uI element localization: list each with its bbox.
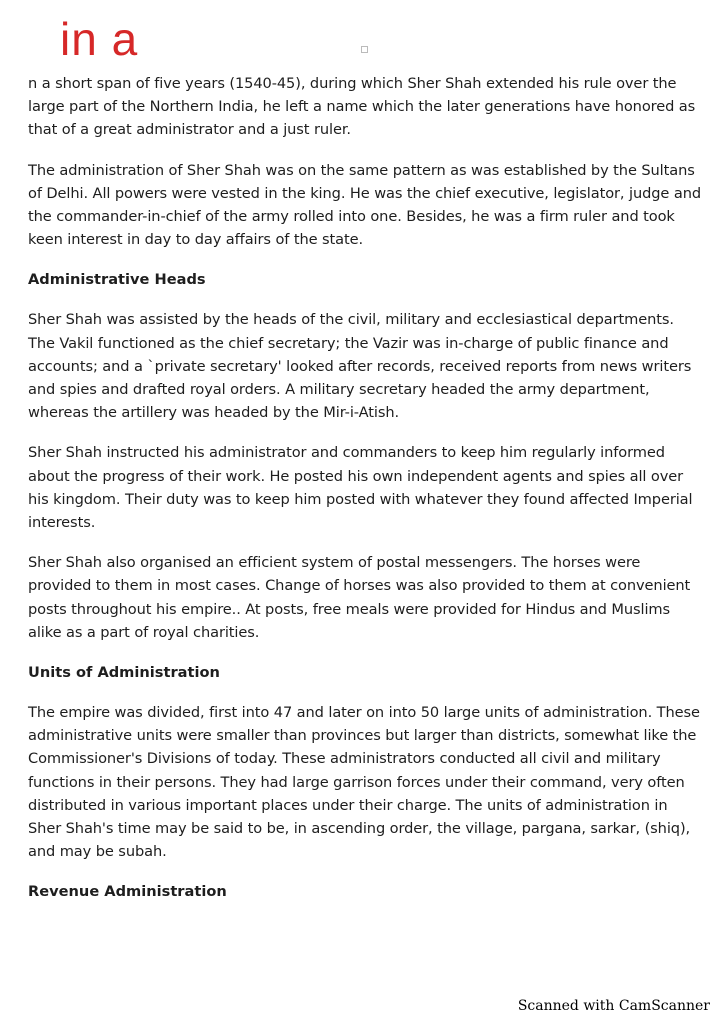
paragraph-intro: n a short span of five years (1540-45), during which Sher Shah extended his rule over the large part of the Northern India, he left a name which the later generations have honored as that of a great administrator and a just ruler. [28, 75, 696, 139]
paragraph-department-heads: Sher Shah was assisted by the heads of the civil, military and ecclesiastical departments. The Vakil functioned as the chief secretary; the Vazir was in-charge of public finance and accounts; and a `private secretary' looked after records, received reports from news writers and spies and drafted royal orders. A military secretary headed the army department, whereas the artillery was headed by the Mir-i-Atish. [28, 311, 692, 422]
heading-revenue-administration: Revenue Administration [28, 883, 227, 901]
paragraph-postal-system: Sher Shah also organised an efficient system of postal messengers. The horses were provided to them in most cases. Change of horses was also provided to them at convenient posts throughout his empire.. At posts, free meals were provided for Hindus and Muslims alike as a part of royal charities. [28, 554, 691, 641]
paragraph-administration-pattern: The administration of Sher Shah was on the same pattern as was established by the Sultans of Delhi. All powers were vested in the king. He was the chief executive, legislator, judge and the commander-in-chief of the army rolled into one. Besides, he was a firm ruler and took keen interest in day to day affairs of the state. [28, 161, 702, 249]
document-body [28, 72, 704, 920]
paragraph-agents-spies: Sher Shah instructed his administrator and commanders to keep him regularly informed about the progress of their work. He posted his own independent agents and spies all over his kingdom. Their duty was to keep him posted with whatever they found affected Imperial interests. [28, 444, 693, 532]
heading-administrative-heads: Administrative Heads [28, 271, 206, 289]
heading-units-of-administration: Units of Administration [28, 664, 220, 682]
header-logo-fragment: in a [60, 16, 139, 58]
paragraph-units-description: The empire was divided, first into 47 and later on into 50 large units of administration. These administrative units were smaller than provinces but larger than districts, somewhat like the Commissioner's Divisions of today. These administrators conducted all civil and military functions in their persons. They had large garrison forces under their command, very often distributed in various important places under their charge. The units of administration in Sher Shah's time may be said to be, in ascending order, the village, pargana, sarkar, (shiq), and may be subah. [28, 704, 700, 861]
scanner-watermark: Scanned with CamScanner [517, 998, 710, 1014]
scan-artifact-mark [361, 46, 368, 53]
